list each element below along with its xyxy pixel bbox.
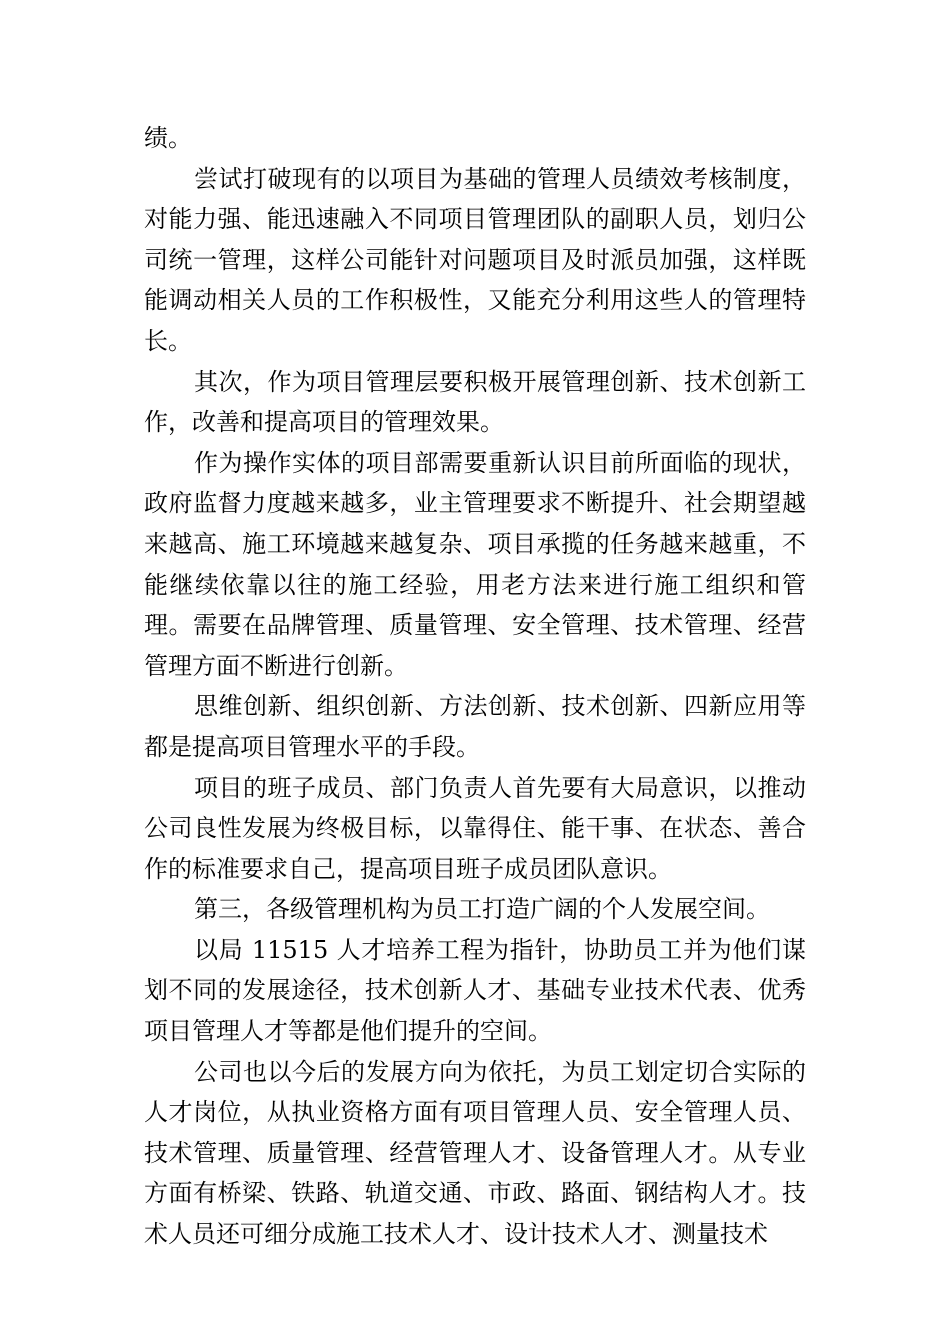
paragraph: 第三，各级管理机构为员工打造广阔的个人发展空间。 xyxy=(194,895,770,924)
document-body xyxy=(144,118,806,1255)
paragraph: 尝试打破现有的以项目为基础的管理人员绩效考核制度，对能力强、能迅速融入不同项目管理团队的副职人员，划归公司统一管理，这样公司能针对问题项目及时派员加强，这样既能调动相关人员的工作积极性，又能充分利用这些人的管理特长。 xyxy=(144,164,806,355)
paragraph: 公司也以今后的发展方向为依托，为员工划定切合实际的人才岗位，从执业资格方面有项目管理人员、安全管理人员、技术管理、质量管理、经营管理人才、设备管理人才。从专业方面有桥梁、铁路、轨道交通、市政、路面、钢结构人才。技术人员还可细分成施工技术人才、设计技术人才、测量技术 xyxy=(144,1057,806,1249)
paragraph: 作为操作实体的项目部需要重新认识目前所面临的现状，政府监督力度越来越多，业主管理要求不断提升、社会期望越来越高、施工环境越来越复杂、项目承揽的任务越来越重，不能继续依靠以往的施工经验，用老方法来进行施工组织和管理。需要在品牌管理、质量管理、安全管理、技术管理、经营管理方面不断进行创新。 xyxy=(144,448,806,680)
paragraph: 其次，作为项目管理层要积极开展管理创新、技术创新工作，改善和提高项目的管理效果。 xyxy=(144,367,806,437)
paragraph: 思维创新、组织创新、方法创新、技术创新、四新应用等都是提高项目管理水平的手段。 xyxy=(144,692,806,761)
paragraph: 以局 11515 人才培养工程为指针，协助员工并为他们谋划不同的发展途径，技术创新人才、基础专业技术代表、优秀项目管理人才等都是他们提升的空间。 xyxy=(144,935,806,1046)
paragraph-continuation: 绩。 xyxy=(144,124,192,152)
paragraph: 项目的班子成员、部门负责人首先要有大局意识，以推动公司良性发展为终极目标，以靠得住、能干事、在状态、善合作的标准要求自己，提高项目班子成员团队意识。 xyxy=(144,773,806,883)
